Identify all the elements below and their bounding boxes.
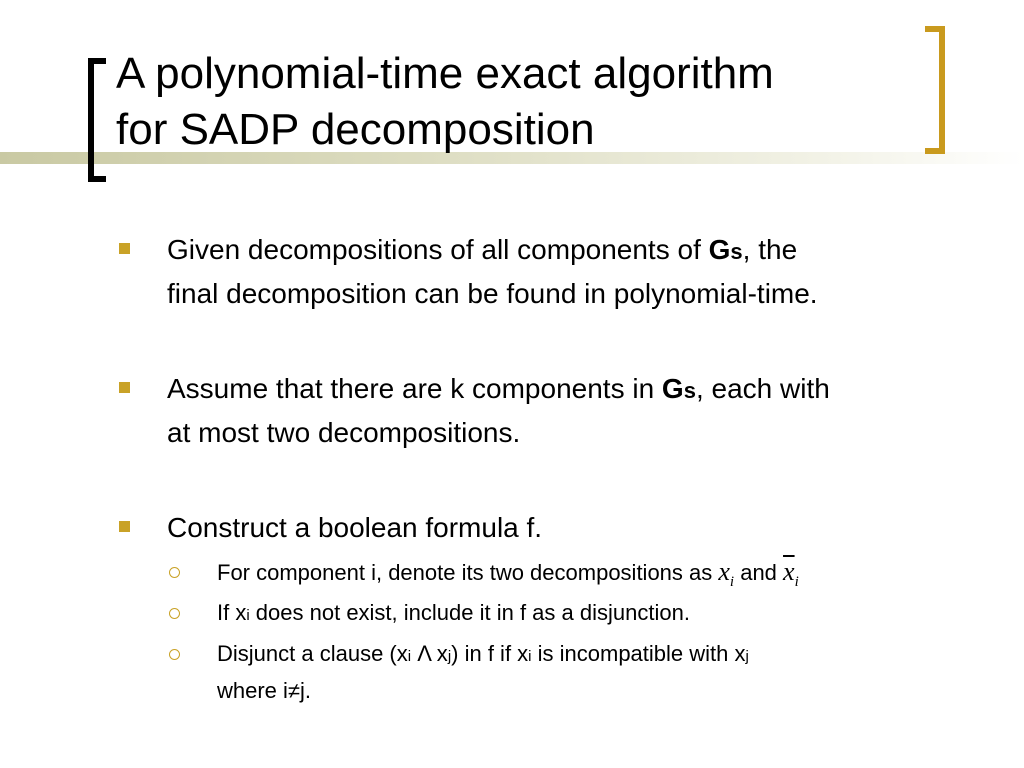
- sub-bullet-3-line-2: where i≠j.: [217, 678, 311, 703]
- j-subscript: j: [745, 648, 749, 665]
- bullet-3-text: Construct a boolean formula f.: [167, 512, 543, 543]
- sub-bullet-item-3: [217, 637, 997, 708]
- sub-bullet-3-text: Disjunct a clause (x: [217, 641, 408, 666]
- sub-bullet-1-text: For component i, denote its two decompositions as: [217, 560, 719, 585]
- title-line-2: for SADP decomposition: [116, 105, 595, 154]
- gs-symbol: Gs: [661, 373, 696, 404]
- circle-bullet-icon: [169, 608, 180, 619]
- bullet-2-text-end: , each with: [695, 373, 830, 404]
- bullet-2-text: Assume that there are k components in: [167, 373, 662, 404]
- i-subscript: i: [246, 607, 250, 624]
- sub-bullet-3-mid-text: ) in f if x: [451, 641, 529, 666]
- bullet-item-1: [167, 229, 997, 315]
- right-bracket-decoration: [925, 26, 945, 154]
- and-operator-text: Λ x: [411, 641, 448, 666]
- bullet-2-line-2: at most two decompositions.: [167, 417, 521, 448]
- bullet-1-text-end: , the: [742, 234, 798, 265]
- square-bullet-icon: [119, 243, 130, 254]
- x-i-symbol: $x_i$: [718, 557, 735, 591]
- bullet-1-line-2: final decomposition can be found in polynomial-time.: [167, 278, 818, 309]
- sub-bullet-2-text: If x: [217, 600, 247, 625]
- sub-bullet-3-end-text: is incompatible with x: [531, 641, 746, 666]
- sub-bullet-item-2: [217, 596, 997, 633]
- x-i-bar-symbol: $\overline{x}_i$: [783, 557, 799, 591]
- and-text: and: [734, 560, 784, 585]
- left-bracket-decoration: [88, 58, 106, 182]
- i-subscript: i: [407, 648, 412, 665]
- square-bullet-icon: [119, 382, 130, 393]
- slide-title: [116, 46, 906, 158]
- gs-symbol: Gs: [708, 234, 743, 265]
- square-bullet-icon: [119, 521, 130, 532]
- bullet-1-text: Given decompositions of all components of: [167, 234, 709, 265]
- j-subscript: j: [447, 648, 452, 665]
- circle-bullet-icon: [169, 567, 180, 578]
- title-line-1: A polynomial-time exact algorithm: [116, 49, 774, 98]
- sub-bullet-item-1: [217, 555, 997, 599]
- i-subscript: i: [528, 648, 532, 665]
- bullet-item-2: [167, 368, 997, 454]
- circle-bullet-icon: [169, 649, 180, 660]
- sub-bullet-2-text-end: does not exist, include it in f as a disjunction.: [249, 600, 690, 625]
- bullet-item-3: [167, 507, 997, 549]
